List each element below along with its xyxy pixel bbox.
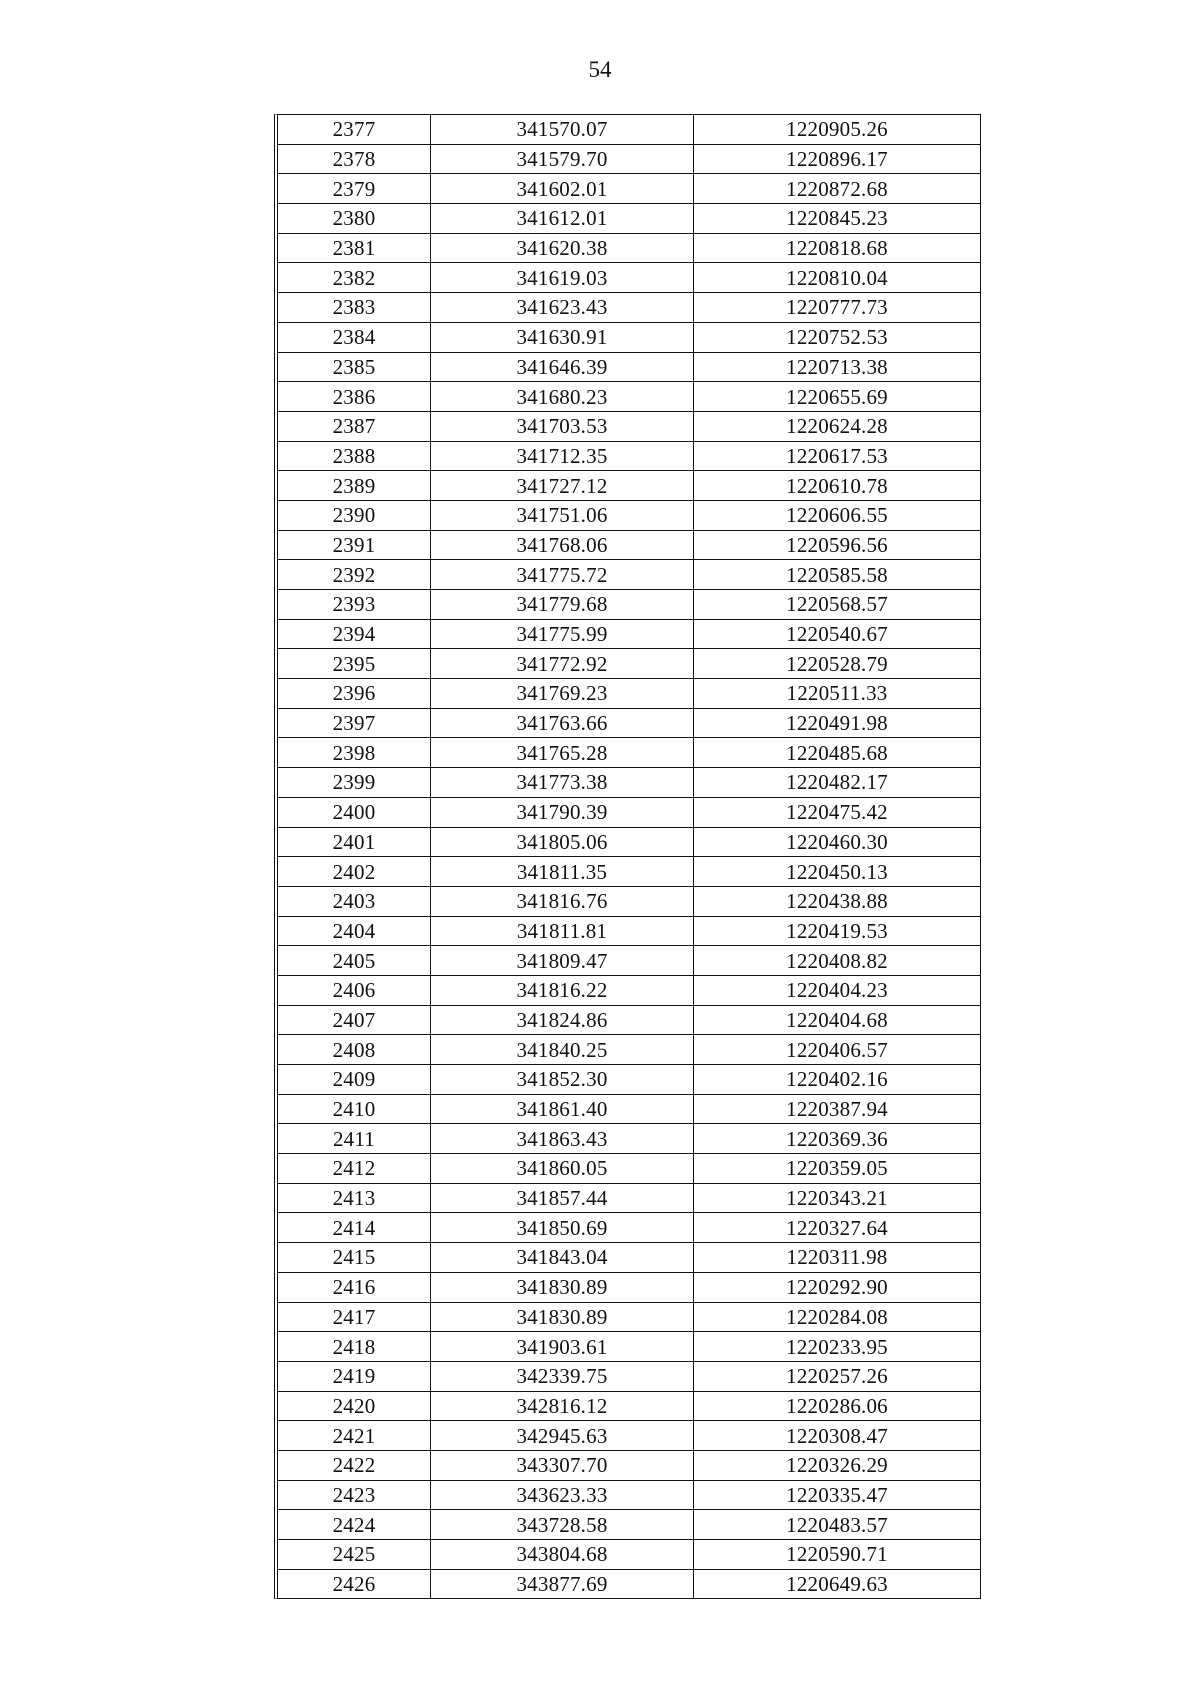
y-coordinate-cell: 1220308.47 (694, 1421, 981, 1451)
y-coordinate-cell: 1220610.78 (694, 471, 981, 501)
x-coordinate-cell: 341790.39 (431, 797, 694, 827)
y-coordinate-cell: 1220335.47 (694, 1480, 981, 1510)
point-number-cell: 2406 (278, 975, 431, 1005)
point-number-cell: 2389 (278, 471, 431, 501)
y-coordinate-cell: 1220905.26 (694, 115, 981, 144)
y-coordinate-cell: 1220419.53 (694, 916, 981, 946)
y-coordinate-cell: 1220511.33 (694, 679, 981, 709)
y-coordinate-cell: 1220482.17 (694, 768, 981, 798)
table-row (278, 1094, 980, 1124)
table-row (278, 322, 980, 352)
table-row (278, 1361, 980, 1391)
y-coordinate-cell: 1220606.55 (694, 500, 981, 530)
point-number-cell: 2422 (278, 1450, 431, 1480)
point-number-cell: 2410 (278, 1094, 431, 1124)
x-coordinate-cell: 341768.06 (431, 530, 694, 560)
table-row (278, 738, 980, 768)
x-coordinate-cell: 341680.23 (431, 382, 694, 412)
table-row (278, 857, 980, 887)
x-coordinate-cell: 341824.86 (431, 1005, 694, 1035)
point-number-cell: 2396 (278, 679, 431, 709)
y-coordinate-cell: 1220896.17 (694, 144, 981, 174)
point-number-cell: 2415 (278, 1243, 431, 1273)
x-coordinate-cell: 341630.91 (431, 322, 694, 352)
y-coordinate-cell: 1220649.63 (694, 1569, 981, 1598)
x-coordinate-cell: 341830.89 (431, 1302, 694, 1332)
y-coordinate-cell: 1220491.98 (694, 708, 981, 738)
point-number-cell: 2384 (278, 322, 431, 352)
point-number-cell: 2394 (278, 619, 431, 649)
table-row (278, 293, 980, 323)
point-number-cell: 2405 (278, 946, 431, 976)
y-coordinate-cell: 1220292.90 (694, 1272, 981, 1302)
table-row (278, 1183, 980, 1213)
table-row (278, 886, 980, 916)
point-number-cell: 2403 (278, 886, 431, 916)
y-coordinate-cell: 1220872.68 (694, 174, 981, 204)
point-number-cell: 2409 (278, 1065, 431, 1095)
table-row (278, 530, 980, 560)
x-coordinate-cell: 341811.35 (431, 857, 694, 887)
x-coordinate-cell: 342945.63 (431, 1421, 694, 1451)
x-coordinate-cell: 341816.22 (431, 975, 694, 1005)
table-row (278, 382, 980, 412)
table-row (278, 916, 980, 946)
y-coordinate-cell: 1220233.95 (694, 1332, 981, 1362)
table-row (278, 1065, 980, 1095)
y-coordinate-cell: 1220485.68 (694, 738, 981, 768)
y-coordinate-cell: 1220752.53 (694, 322, 981, 352)
x-coordinate-cell: 341809.47 (431, 946, 694, 976)
x-coordinate-cell: 341903.61 (431, 1332, 694, 1362)
point-number-cell: 2380 (278, 204, 431, 234)
x-coordinate-cell: 341863.43 (431, 1124, 694, 1154)
x-coordinate-cell: 343877.69 (431, 1569, 694, 1598)
y-coordinate-cell: 1220359.05 (694, 1154, 981, 1184)
table-row (278, 1005, 980, 1035)
table-row (278, 1213, 980, 1243)
table-row (278, 471, 980, 501)
x-coordinate-cell: 341850.69 (431, 1213, 694, 1243)
point-number-cell: 2401 (278, 827, 431, 857)
point-number-cell: 2392 (278, 560, 431, 590)
y-coordinate-cell: 1220585.58 (694, 560, 981, 590)
y-coordinate-cell: 1220845.23 (694, 204, 981, 234)
y-coordinate-cell: 1220624.28 (694, 411, 981, 441)
x-coordinate-cell: 341830.89 (431, 1272, 694, 1302)
table-row (278, 797, 980, 827)
point-number-cell: 2395 (278, 649, 431, 679)
point-number-cell: 2408 (278, 1035, 431, 1065)
x-coordinate-cell: 341570.07 (431, 115, 694, 144)
y-coordinate-cell: 1220528.79 (694, 649, 981, 679)
x-coordinate-cell: 343623.33 (431, 1480, 694, 1510)
x-coordinate-cell: 341816.76 (431, 886, 694, 916)
y-coordinate-cell: 1220655.69 (694, 382, 981, 412)
table-row (278, 1510, 980, 1540)
point-number-cell: 2425 (278, 1540, 431, 1570)
x-coordinate-cell: 341779.68 (431, 590, 694, 620)
y-coordinate-cell: 1220596.56 (694, 530, 981, 560)
point-number-cell: 2423 (278, 1480, 431, 1510)
point-number-cell: 2416 (278, 1272, 431, 1302)
table-row (278, 975, 980, 1005)
table-row (278, 144, 980, 174)
x-coordinate-cell: 341712.35 (431, 441, 694, 471)
table-row (278, 1540, 980, 1570)
x-coordinate-cell: 341857.44 (431, 1183, 694, 1213)
table-row (278, 1124, 980, 1154)
x-coordinate-cell: 341852.30 (431, 1065, 694, 1095)
point-number-cell: 2419 (278, 1361, 431, 1391)
x-coordinate-cell: 341775.99 (431, 619, 694, 649)
table-row (278, 1450, 980, 1480)
y-coordinate-cell: 1220404.23 (694, 975, 981, 1005)
y-coordinate-cell: 1220311.98 (694, 1243, 981, 1273)
point-number-cell: 2383 (278, 293, 431, 323)
x-coordinate-cell: 341811.81 (431, 916, 694, 946)
x-coordinate-cell: 341751.06 (431, 500, 694, 530)
table-row (278, 708, 980, 738)
table-row (278, 174, 980, 204)
y-coordinate-cell: 1220777.73 (694, 293, 981, 323)
point-number-cell: 2398 (278, 738, 431, 768)
x-coordinate-cell: 341619.03 (431, 263, 694, 293)
y-coordinate-cell: 1220438.88 (694, 886, 981, 916)
point-number-cell: 2404 (278, 916, 431, 946)
table-row (278, 441, 980, 471)
table-row (278, 233, 980, 263)
y-coordinate-cell: 1220343.21 (694, 1183, 981, 1213)
x-coordinate-cell: 341727.12 (431, 471, 694, 501)
point-number-cell: 2397 (278, 708, 431, 738)
y-coordinate-cell: 1220475.42 (694, 797, 981, 827)
y-coordinate-cell: 1220590.71 (694, 1540, 981, 1570)
point-number-cell: 2377 (278, 115, 431, 144)
point-number-cell: 2387 (278, 411, 431, 441)
x-coordinate-cell: 343307.70 (431, 1450, 694, 1480)
point-number-cell: 2417 (278, 1302, 431, 1332)
point-number-cell: 2407 (278, 1005, 431, 1035)
x-coordinate-cell: 341646.39 (431, 352, 694, 382)
y-coordinate-cell: 1220404.68 (694, 1005, 981, 1035)
point-number-cell: 2386 (278, 382, 431, 412)
x-coordinate-cell: 341860.05 (431, 1154, 694, 1184)
coordinates-table-frame (274, 114, 981, 1599)
y-coordinate-cell: 1220460.30 (694, 827, 981, 857)
x-coordinate-cell: 341579.70 (431, 144, 694, 174)
y-coordinate-cell: 1220483.57 (694, 1510, 981, 1540)
x-coordinate-cell: 341602.01 (431, 174, 694, 204)
table-row (278, 352, 980, 382)
coordinates-table-body (278, 115, 980, 1598)
table-row (278, 115, 980, 144)
x-coordinate-cell: 341769.23 (431, 679, 694, 709)
y-coordinate-cell: 1220402.16 (694, 1065, 981, 1095)
table-row (278, 1421, 980, 1451)
table-row (278, 1569, 980, 1598)
x-coordinate-cell: 341843.04 (431, 1243, 694, 1273)
x-coordinate-cell: 343804.68 (431, 1540, 694, 1570)
x-coordinate-cell: 341763.66 (431, 708, 694, 738)
table-row (278, 1480, 980, 1510)
table-row (278, 768, 980, 798)
table-row (278, 679, 980, 709)
table-row (278, 649, 980, 679)
x-coordinate-cell: 341775.72 (431, 560, 694, 590)
x-coordinate-cell: 341773.38 (431, 768, 694, 798)
x-coordinate-cell: 341772.92 (431, 649, 694, 679)
x-coordinate-cell: 341765.28 (431, 738, 694, 768)
y-coordinate-cell: 1220540.67 (694, 619, 981, 649)
point-number-cell: 2381 (278, 233, 431, 263)
y-coordinate-cell: 1220568.57 (694, 590, 981, 620)
x-coordinate-cell: 341612.01 (431, 204, 694, 234)
point-number-cell: 2421 (278, 1421, 431, 1451)
point-number-cell: 2418 (278, 1332, 431, 1362)
x-coordinate-cell: 341703.53 (431, 411, 694, 441)
table-row (278, 1332, 980, 1362)
table-row (278, 1154, 980, 1184)
table-row (278, 946, 980, 976)
table-row (278, 619, 980, 649)
y-coordinate-cell: 1220810.04 (694, 263, 981, 293)
table-row (278, 1302, 980, 1332)
table-row (278, 560, 980, 590)
point-number-cell: 2378 (278, 144, 431, 174)
point-number-cell: 2399 (278, 768, 431, 798)
point-number-cell: 2414 (278, 1213, 431, 1243)
point-number-cell: 2426 (278, 1569, 431, 1598)
y-coordinate-cell: 1220408.82 (694, 946, 981, 976)
page-number: 54 (588, 57, 612, 82)
x-coordinate-cell: 341861.40 (431, 1094, 694, 1124)
table-row (278, 500, 980, 530)
table-row (278, 1035, 980, 1065)
point-number-cell: 2391 (278, 530, 431, 560)
x-coordinate-cell: 341840.25 (431, 1035, 694, 1065)
table-row (278, 1243, 980, 1273)
x-coordinate-cell: 341620.38 (431, 233, 694, 263)
x-coordinate-cell: 342816.12 (431, 1391, 694, 1421)
table-row (278, 1391, 980, 1421)
table-row (278, 1272, 980, 1302)
y-coordinate-cell: 1220818.68 (694, 233, 981, 263)
point-number-cell: 2400 (278, 797, 431, 827)
point-number-cell: 2411 (278, 1124, 431, 1154)
point-number-cell: 2390 (278, 500, 431, 530)
y-coordinate-cell: 1220713.38 (694, 352, 981, 382)
y-coordinate-cell: 1220406.57 (694, 1035, 981, 1065)
x-coordinate-cell: 341623.43 (431, 293, 694, 323)
y-coordinate-cell: 1220450.13 (694, 857, 981, 887)
table-row (278, 411, 980, 441)
y-coordinate-cell: 1220284.08 (694, 1302, 981, 1332)
coordinates-table (278, 115, 980, 1598)
table-row (278, 263, 980, 293)
table-row (278, 827, 980, 857)
point-number-cell: 2412 (278, 1154, 431, 1184)
point-number-cell: 2402 (278, 857, 431, 887)
x-coordinate-cell: 342339.75 (431, 1361, 694, 1391)
y-coordinate-cell: 1220617.53 (694, 441, 981, 471)
y-coordinate-cell: 1220387.94 (694, 1094, 981, 1124)
point-number-cell: 2388 (278, 441, 431, 471)
point-number-cell: 2424 (278, 1510, 431, 1540)
point-number-cell: 2413 (278, 1183, 431, 1213)
table-row (278, 204, 980, 234)
y-coordinate-cell: 1220327.64 (694, 1213, 981, 1243)
x-coordinate-cell: 343728.58 (431, 1510, 694, 1540)
y-coordinate-cell: 1220257.26 (694, 1361, 981, 1391)
point-number-cell: 2379 (278, 174, 431, 204)
x-coordinate-cell: 341805.06 (431, 827, 694, 857)
y-coordinate-cell: 1220286.06 (694, 1391, 981, 1421)
table-row (278, 590, 980, 620)
point-number-cell: 2382 (278, 263, 431, 293)
point-number-cell: 2393 (278, 590, 431, 620)
y-coordinate-cell: 1220326.29 (694, 1450, 981, 1480)
point-number-cell: 2420 (278, 1391, 431, 1421)
y-coordinate-cell: 1220369.36 (694, 1124, 981, 1154)
point-number-cell: 2385 (278, 352, 431, 382)
